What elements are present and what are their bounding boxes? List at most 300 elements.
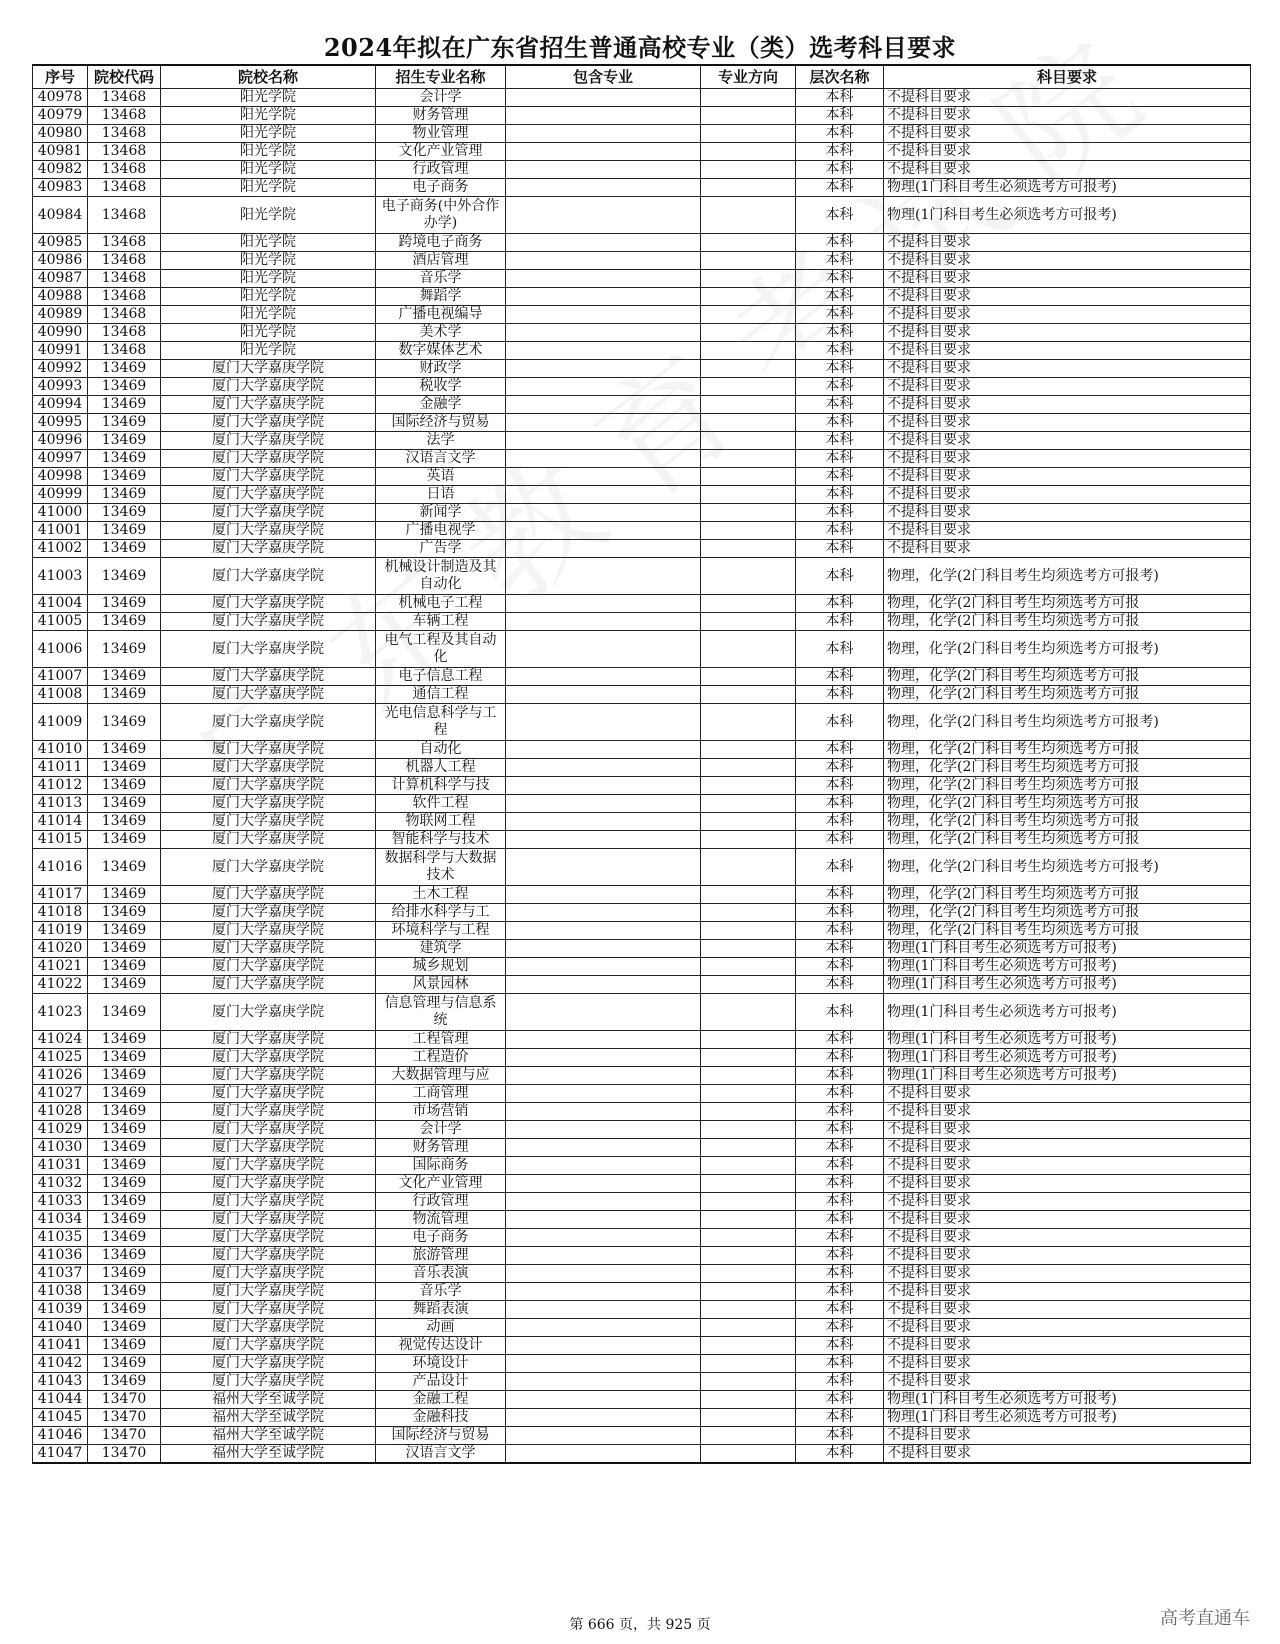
cell-school-code: 13468 <box>88 161 161 179</box>
cell-school-name: 厦门大学嘉庚学院 <box>161 994 376 1031</box>
table-row <box>33 450 1251 468</box>
cell-school-code: 13469 <box>88 1031 161 1049</box>
cell-direction <box>701 89 796 107</box>
cell-level: 本科 <box>796 486 884 504</box>
table-row <box>33 1175 1251 1193</box>
cell-major: 工商管理 <box>376 1085 506 1103</box>
table-row <box>33 125 1251 143</box>
table-row <box>33 1157 1251 1175</box>
cell-school-name: 厦门大学嘉庚学院 <box>161 759 376 777</box>
table-row <box>33 486 1251 504</box>
cell-level: 本科 <box>796 378 884 396</box>
cell-seq: 41003 <box>33 558 88 595</box>
table-row <box>33 197 1251 234</box>
cell-seq: 41015 <box>33 831 88 849</box>
cell-direction <box>701 143 796 161</box>
cell-seq: 40980 <box>33 125 88 143</box>
cell-school-name: 厦门大学嘉庚学院 <box>161 704 376 741</box>
cell-school-name: 厦门大学嘉庚学院 <box>161 1139 376 1157</box>
cell-requirement: 不提科目要求 <box>884 414 1251 432</box>
table-row <box>33 1355 1251 1373</box>
cell-requirement: 不提科目要求 <box>884 360 1251 378</box>
cell-school-code: 13469 <box>88 813 161 831</box>
cell-included-majors <box>506 468 701 486</box>
column-header: 序号 <box>33 65 88 89</box>
cell-requirement: 不提科目要求 <box>884 1373 1251 1391</box>
cell-major: 机器人工程 <box>376 759 506 777</box>
cell-included-majors <box>506 1049 701 1067</box>
cell-seq: 40994 <box>33 396 88 414</box>
table-row <box>33 1121 1251 1139</box>
cell-direction <box>701 540 796 558</box>
cell-included-majors <box>506 904 701 922</box>
cell-requirement: 物理，化学(2门科目考生均须选考方可报考) <box>884 704 1251 741</box>
cell-level: 本科 <box>796 360 884 378</box>
cell-major: 行政管理 <box>376 1193 506 1211</box>
cell-school-name: 厦门大学嘉庚学院 <box>161 1373 376 1391</box>
cell-requirement: 物理，化学(2门科目考生均须选考方可报 <box>884 831 1251 849</box>
table-row <box>33 704 1251 741</box>
cell-school-code: 13469 <box>88 378 161 396</box>
cell-level: 本科 <box>796 686 884 704</box>
cell-included-majors <box>506 143 701 161</box>
cell-requirement: 物理，化学(2门科目考生均须选考方可报 <box>884 595 1251 613</box>
table-row <box>33 360 1251 378</box>
cell-school-code: 13469 <box>88 1139 161 1157</box>
cell-level: 本科 <box>796 522 884 540</box>
cell-school-code: 13468 <box>88 234 161 252</box>
cell-seq: 41047 <box>33 1445 88 1464</box>
cell-level: 本科 <box>796 270 884 288</box>
cell-school-name: 厦门大学嘉庚学院 <box>161 540 376 558</box>
table-row <box>33 270 1251 288</box>
cell-requirement: 物理(1门科目考生必须选考方可报考) <box>884 1067 1251 1085</box>
cell-included-majors <box>506 1157 701 1175</box>
cell-level: 本科 <box>796 759 884 777</box>
table-header <box>33 65 1251 89</box>
cell-seq: 41028 <box>33 1103 88 1121</box>
cell-requirement: 物理，化学(2门科目考生均须选考方可报 <box>884 922 1251 940</box>
cell-school-name: 阳光学院 <box>161 143 376 161</box>
cell-requirement: 不提科目要求 <box>884 432 1251 450</box>
cell-level: 本科 <box>796 396 884 414</box>
cell-level: 本科 <box>796 504 884 522</box>
cell-requirement: 不提科目要求 <box>884 89 1251 107</box>
cell-requirement: 不提科目要求 <box>884 161 1251 179</box>
cell-direction <box>701 1139 796 1157</box>
cell-major: 汉语言文学 <box>376 1445 506 1464</box>
cell-level: 本科 <box>796 849 884 886</box>
cell-school-code: 13469 <box>88 922 161 940</box>
cell-school-code: 13469 <box>88 1157 161 1175</box>
cell-requirement: 不提科目要求 <box>884 486 1251 504</box>
cell-school-name: 阳光学院 <box>161 252 376 270</box>
cell-included-majors <box>506 1175 701 1193</box>
cell-level: 本科 <box>796 1193 884 1211</box>
cell-major: 城乡规划 <box>376 958 506 976</box>
cell-direction <box>701 1049 796 1067</box>
cell-requirement: 不提科目要求 <box>884 125 1251 143</box>
cell-included-majors <box>506 922 701 940</box>
cell-included-majors <box>506 1247 701 1265</box>
cell-requirement: 不提科目要求 <box>884 107 1251 125</box>
cell-seq: 41044 <box>33 1391 88 1409</box>
cell-included-majors <box>506 686 701 704</box>
cell-direction <box>701 668 796 686</box>
cell-direction <box>701 1337 796 1355</box>
cell-included-majors <box>506 1355 701 1373</box>
page-title: 2024年拟在广东省招生普通高校专业（类）选考科目要求 <box>323 33 957 62</box>
column-header: 层次名称 <box>796 65 884 89</box>
cell-seq: 41036 <box>33 1247 88 1265</box>
cell-school-name: 厦门大学嘉庚学院 <box>161 1301 376 1319</box>
cell-direction <box>701 759 796 777</box>
cell-level: 本科 <box>796 1139 884 1157</box>
cell-direction <box>701 161 796 179</box>
cell-school-name: 厦门大学嘉庚学院 <box>161 522 376 540</box>
cell-requirement: 不提科目要求 <box>884 1301 1251 1319</box>
cell-included-majors <box>506 1427 701 1445</box>
cell-level: 本科 <box>796 831 884 849</box>
cell-school-code: 13469 <box>88 1355 161 1373</box>
cell-major: 广播电视学 <box>376 522 506 540</box>
table-row <box>33 1319 1251 1337</box>
cell-seq: 41030 <box>33 1139 88 1157</box>
cell-seq: 41031 <box>33 1157 88 1175</box>
cell-major: 工程管理 <box>376 1031 506 1049</box>
cell-seq: 41013 <box>33 795 88 813</box>
cell-school-name: 厦门大学嘉庚学院 <box>161 414 376 432</box>
cell-requirement: 物理(1门科目考生必须选考方可报考) <box>884 994 1251 1031</box>
cell-included-majors <box>506 849 701 886</box>
cell-requirement: 不提科目要求 <box>884 1193 1251 1211</box>
cell-level: 本科 <box>796 450 884 468</box>
cell-school-code: 13469 <box>88 595 161 613</box>
cell-seq: 41046 <box>33 1427 88 1445</box>
cell-seq: 41018 <box>33 904 88 922</box>
cell-school-name: 厦门大学嘉庚学院 <box>161 831 376 849</box>
cell-seq: 41008 <box>33 686 88 704</box>
table-row <box>33 1283 1251 1301</box>
cell-level: 本科 <box>796 741 884 759</box>
table-row <box>33 89 1251 107</box>
cell-level: 本科 <box>796 1157 884 1175</box>
cell-requirement: 物理，化学(2门科目考生均须选考方可报考) <box>884 849 1251 886</box>
cell-seq: 41017 <box>33 886 88 904</box>
cell-requirement: 物理(1门科目考生必须选考方可报考) <box>884 1049 1251 1067</box>
cell-requirement: 物理，化学(2门科目考生均须选考方可报考) <box>884 558 1251 595</box>
cell-seq: 41004 <box>33 595 88 613</box>
table-row <box>33 886 1251 904</box>
cell-requirement: 不提科目要求 <box>884 1085 1251 1103</box>
cell-level: 本科 <box>796 1229 884 1247</box>
cell-school-name: 厦门大学嘉庚学院 <box>161 958 376 976</box>
cell-school-name: 福州大学至诚学院 <box>161 1409 376 1427</box>
cell-included-majors <box>506 613 701 631</box>
cell-level: 本科 <box>796 613 884 631</box>
cell-direction <box>701 1157 796 1175</box>
cell-school-code: 13469 <box>88 558 161 595</box>
cell-requirement: 不提科目要求 <box>884 1337 1251 1355</box>
cell-level: 本科 <box>796 1337 884 1355</box>
table-row <box>33 1229 1251 1247</box>
requirements-table <box>32 64 1251 1464</box>
cell-direction <box>701 197 796 234</box>
cell-seq: 41035 <box>33 1229 88 1247</box>
cell-school-name: 阳光学院 <box>161 306 376 324</box>
cell-seq: 41042 <box>33 1355 88 1373</box>
cell-school-name: 厦门大学嘉庚学院 <box>161 940 376 958</box>
cell-school-name: 厦门大学嘉庚学院 <box>161 1121 376 1139</box>
cell-level: 本科 <box>796 704 884 741</box>
cell-school-code: 13469 <box>88 432 161 450</box>
cell-school-name: 福州大学至诚学院 <box>161 1391 376 1409</box>
cell-direction <box>701 1067 796 1085</box>
cell-direction <box>701 324 796 342</box>
cell-school-code: 13469 <box>88 1085 161 1103</box>
cell-major: 文化产业管理 <box>376 1175 506 1193</box>
cell-included-majors <box>506 558 701 595</box>
cell-seq: 41016 <box>33 849 88 886</box>
cell-seq: 40988 <box>33 288 88 306</box>
cell-school-name: 厦门大学嘉庚学院 <box>161 976 376 994</box>
cell-school-name: 阳光学院 <box>161 197 376 234</box>
cell-direction <box>701 1391 796 1409</box>
cell-requirement: 物理，化学(2门科目考生均须选考方可报 <box>884 668 1251 686</box>
cell-level: 本科 <box>796 1211 884 1229</box>
cell-seq: 41002 <box>33 540 88 558</box>
cell-level: 本科 <box>796 1319 884 1337</box>
cell-requirement: 不提科目要求 <box>884 1139 1251 1157</box>
table-row <box>33 741 1251 759</box>
cell-requirement: 不提科目要求 <box>884 1157 1251 1175</box>
cell-included-majors <box>506 197 701 234</box>
cell-school-code: 13469 <box>88 704 161 741</box>
cell-major: 文化产业管理 <box>376 143 506 161</box>
cell-direction <box>701 777 796 795</box>
cell-school-name: 厦门大学嘉庚学院 <box>161 1175 376 1193</box>
cell-requirement: 不提科目要求 <box>884 1175 1251 1193</box>
table-row <box>33 432 1251 450</box>
cell-school-name: 厦门大学嘉庚学院 <box>161 558 376 595</box>
cell-included-majors <box>506 1337 701 1355</box>
cell-level: 本科 <box>796 1409 884 1427</box>
cell-school-code: 13469 <box>88 1373 161 1391</box>
cell-level: 本科 <box>796 1373 884 1391</box>
cell-major: 美术学 <box>376 324 506 342</box>
cell-school-name: 厦门大学嘉庚学院 <box>161 849 376 886</box>
cell-major: 机械电子工程 <box>376 595 506 613</box>
cell-direction <box>701 360 796 378</box>
cell-level: 本科 <box>796 1283 884 1301</box>
page-footer: 第 666 页，共 925 页 <box>569 1617 711 1633</box>
cell-included-majors <box>506 1283 701 1301</box>
cell-major: 金融工程 <box>376 1391 506 1409</box>
column-header: 专业方向 <box>701 65 796 89</box>
cell-school-name: 厦门大学嘉庚学院 <box>161 922 376 940</box>
cell-seq: 40985 <box>33 234 88 252</box>
cell-major: 日语 <box>376 486 506 504</box>
cell-level: 本科 <box>796 234 884 252</box>
table-row <box>33 1373 1251 1391</box>
cell-level: 本科 <box>796 940 884 958</box>
cell-school-code: 13468 <box>88 270 161 288</box>
cell-direction <box>701 976 796 994</box>
cell-school-name: 阳光学院 <box>161 125 376 143</box>
cell-major: 电子商务(中外合作办学) <box>376 197 506 234</box>
cell-level: 本科 <box>796 89 884 107</box>
cell-school-code: 13468 <box>88 89 161 107</box>
cell-major: 物业管理 <box>376 125 506 143</box>
cell-seq: 40984 <box>33 197 88 234</box>
cell-requirement: 不提科目要求 <box>884 234 1251 252</box>
cell-requirement: 不提科目要求 <box>884 1247 1251 1265</box>
cell-requirement: 不提科目要求 <box>884 1319 1251 1337</box>
cell-school-code: 13469 <box>88 504 161 522</box>
cell-school-name: 福州大学至诚学院 <box>161 1445 376 1464</box>
cell-level: 本科 <box>796 1067 884 1085</box>
cell-seq: 41039 <box>33 1301 88 1319</box>
table-row <box>33 1031 1251 1049</box>
table-row <box>33 1067 1251 1085</box>
cell-major: 视觉传达设计 <box>376 1337 506 1355</box>
cell-included-majors <box>506 306 701 324</box>
cell-school-name: 厦门大学嘉庚学院 <box>161 432 376 450</box>
cell-school-name: 阳光学院 <box>161 288 376 306</box>
cell-direction <box>701 741 796 759</box>
cell-school-code: 13469 <box>88 1193 161 1211</box>
cell-school-name: 厦门大学嘉庚学院 <box>161 1247 376 1265</box>
cell-level: 本科 <box>796 468 884 486</box>
cell-major: 数字媒体艺术 <box>376 342 506 360</box>
cell-school-code: 13468 <box>88 252 161 270</box>
table-body <box>33 89 1251 1464</box>
cell-requirement: 物理，化学(2门科目考生均须选考方可报 <box>884 795 1251 813</box>
column-header: 院校名称 <box>161 65 376 89</box>
cell-school-name: 阳光学院 <box>161 89 376 107</box>
cell-direction <box>701 886 796 904</box>
table-row <box>33 849 1251 886</box>
cell-seq: 40997 <box>33 450 88 468</box>
cell-school-code: 13468 <box>88 107 161 125</box>
cell-requirement: 不提科目要求 <box>884 522 1251 540</box>
cell-major: 财务管理 <box>376 107 506 125</box>
cell-seq: 40999 <box>33 486 88 504</box>
cell-school-name: 厦门大学嘉庚学院 <box>161 741 376 759</box>
cell-seq: 40990 <box>33 324 88 342</box>
cell-seq: 41005 <box>33 613 88 631</box>
cell-requirement: 物理(1门科目考生必须选考方可报考) <box>884 940 1251 958</box>
cell-school-code: 13469 <box>88 1211 161 1229</box>
cell-included-majors <box>506 504 701 522</box>
cell-school-code: 13469 <box>88 360 161 378</box>
cell-seq: 41032 <box>33 1175 88 1193</box>
cell-included-majors <box>506 958 701 976</box>
cell-included-majors <box>506 125 701 143</box>
cell-requirement: 不提科目要求 <box>884 270 1251 288</box>
cell-level: 本科 <box>796 795 884 813</box>
cell-seq: 40989 <box>33 306 88 324</box>
table-row <box>33 1247 1251 1265</box>
cell-school-code: 13469 <box>88 668 161 686</box>
cell-seq: 41007 <box>33 668 88 686</box>
cell-level: 本科 <box>796 125 884 143</box>
cell-direction <box>701 813 796 831</box>
table-row <box>33 631 1251 668</box>
cell-school-name: 厦门大学嘉庚学院 <box>161 1337 376 1355</box>
cell-seq: 40987 <box>33 270 88 288</box>
cell-school-code: 13469 <box>88 396 161 414</box>
cell-level: 本科 <box>796 777 884 795</box>
cell-included-majors <box>506 270 701 288</box>
cell-included-majors <box>506 89 701 107</box>
cell-school-code: 13470 <box>88 1427 161 1445</box>
cell-level: 本科 <box>796 813 884 831</box>
cell-level: 本科 <box>796 432 884 450</box>
cell-school-code: 13469 <box>88 686 161 704</box>
cell-requirement: 物理，化学(2门科目考生均须选考方可报 <box>884 613 1251 631</box>
cell-major: 市场营销 <box>376 1103 506 1121</box>
cell-level: 本科 <box>796 668 884 686</box>
cell-requirement: 不提科目要求 <box>884 1445 1251 1464</box>
cell-seq: 40996 <box>33 432 88 450</box>
cell-school-name: 厦门大学嘉庚学院 <box>161 613 376 631</box>
cell-major: 新闻学 <box>376 504 506 522</box>
cell-school-code: 13469 <box>88 1337 161 1355</box>
cell-major: 风景园林 <box>376 976 506 994</box>
cell-included-majors <box>506 1391 701 1409</box>
cell-school-name: 厦门大学嘉庚学院 <box>161 1067 376 1085</box>
table-row <box>33 595 1251 613</box>
cell-included-majors <box>506 378 701 396</box>
cell-requirement: 不提科目要求 <box>884 540 1251 558</box>
cell-direction <box>701 595 796 613</box>
table-row <box>33 414 1251 432</box>
cell-level: 本科 <box>796 1445 884 1464</box>
cell-included-majors <box>506 1409 701 1427</box>
cell-direction <box>701 468 796 486</box>
cell-requirement: 不提科目要求 <box>884 288 1251 306</box>
table-row <box>33 396 1251 414</box>
cell-school-name: 厦门大学嘉庚学院 <box>161 1085 376 1103</box>
cell-school-code: 13468 <box>88 143 161 161</box>
cell-school-name: 厦门大学嘉庚学院 <box>161 795 376 813</box>
table-row <box>33 1301 1251 1319</box>
cell-requirement: 物理(1门科目考生必须选考方可报考) <box>884 958 1251 976</box>
cell-included-majors <box>506 795 701 813</box>
cell-level: 本科 <box>796 324 884 342</box>
cell-requirement: 物理，化学(2门科目考生均须选考方可报 <box>884 686 1251 704</box>
cell-school-code: 13468 <box>88 342 161 360</box>
cell-included-majors <box>506 252 701 270</box>
cell-level: 本科 <box>796 1247 884 1265</box>
table-row <box>33 613 1251 631</box>
cell-seq: 40981 <box>33 143 88 161</box>
cell-school-name: 厦门大学嘉庚学院 <box>161 1283 376 1301</box>
cell-school-code: 13469 <box>88 958 161 976</box>
cell-level: 本科 <box>796 197 884 234</box>
table-row <box>33 504 1251 522</box>
cell-direction <box>701 378 796 396</box>
cell-school-name: 阳光学院 <box>161 324 376 342</box>
cell-direction <box>701 849 796 886</box>
cell-seq: 41006 <box>33 631 88 668</box>
cell-school-code: 13469 <box>88 1283 161 1301</box>
cell-requirement: 物理，化学(2门科目考生均须选考方可报 <box>884 741 1251 759</box>
cell-direction <box>701 450 796 468</box>
cell-major: 法学 <box>376 432 506 450</box>
cell-direction <box>701 958 796 976</box>
